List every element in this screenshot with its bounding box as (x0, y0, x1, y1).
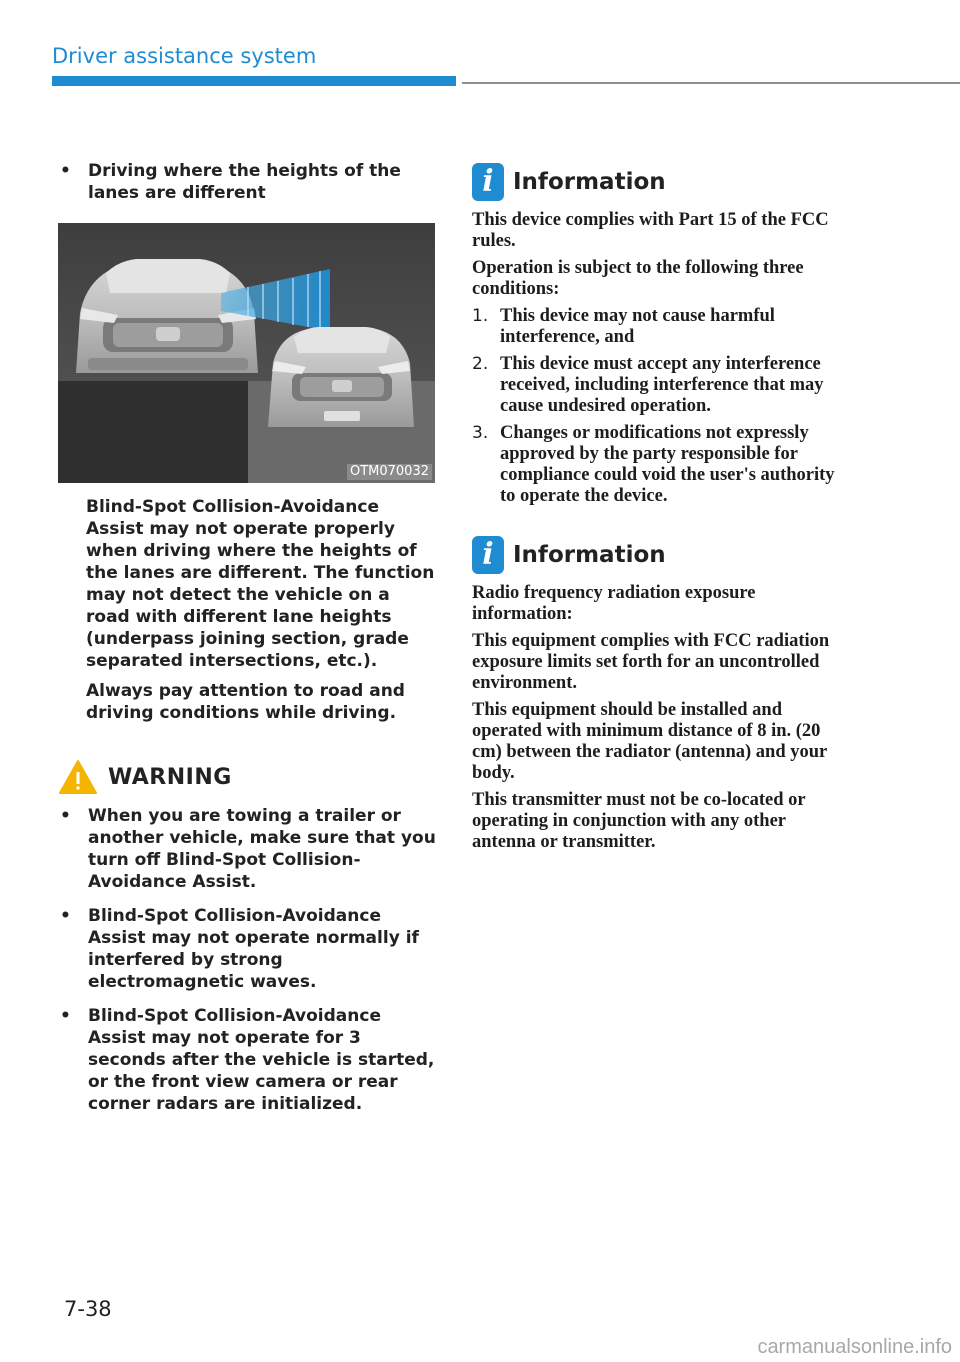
paragraph-attention: Always pay attention to road and driving conditions while driving. (86, 681, 405, 723)
information-heading (472, 160, 852, 204)
condition-number: 2. (472, 354, 489, 374)
warning-item (58, 905, 438, 993)
lower-car (268, 327, 414, 427)
upper-car (76, 259, 258, 373)
lane-height-illustration (58, 223, 435, 483)
warning-list (58, 805, 438, 1115)
information-block-2 (472, 533, 852, 853)
right-column (472, 160, 852, 853)
condition-text: This device must accept any interference received, including interference that may cause undesired operation. (500, 354, 824, 416)
watermark: carmanualsonline.info (757, 1336, 952, 1358)
condition-item (472, 354, 852, 417)
header-rule (462, 82, 960, 84)
bullet-icon: • (60, 161, 71, 181)
illustration-drawing (58, 223, 435, 483)
rf-exposure-colocation: This transmitter must not be co-located or operating in conjunction with any other antenna or transmitter. (472, 790, 806, 852)
condition-number: 3. (472, 423, 489, 443)
bullet-icon: • (60, 906, 71, 926)
rf-exposure-heading: Radio frequency radiation exposure information: (472, 583, 756, 624)
warning-item (58, 805, 438, 893)
bullet-heading (58, 160, 438, 204)
bullet-heading-text: Driving where the heights of the lanes are different (88, 161, 401, 203)
warning-item-text: Blind-Spot Collision-Avoidance Assist may not operate normally if interfered by strong electromagnetic waves. (88, 906, 419, 992)
condition-text: This device may not cause harmful interference, and (500, 306, 775, 347)
left-column (58, 160, 438, 1127)
condition-text: Changes or modifications not expressly approved by the party responsible for compliance could void the user's authority to operate the device. (500, 423, 835, 506)
section-title: Driver assistance system (52, 44, 317, 68)
bullet-icon: • (60, 806, 71, 826)
info-icon: i (472, 163, 504, 201)
rf-exposure-distance: This equipment should be installed and operated with minimum distance of 8 in. (20 cm) between the radiator (antenna) and your body. (472, 700, 827, 783)
page-number: 7-38 (64, 1297, 112, 1321)
warning-heading (58, 757, 438, 797)
condition-number: 1. (472, 306, 489, 326)
warning-item-text: Blind-Spot Collision-Avoidance Assist may not operate for 3 seconds after the vehicle is started, or the front view camera or rear corner radars are initialized. (88, 1006, 435, 1114)
condition-item (472, 306, 852, 348)
information-heading (472, 533, 852, 577)
fcc-part15-text: This device complies with Part 15 of the FCC rules. (472, 210, 829, 251)
warning-label: WARNING (108, 764, 232, 790)
rf-exposure-compliance: This equipment complies with FCC radiation exposure limits set forth for an uncontrolled environment. (472, 631, 830, 693)
condition-item (472, 423, 852, 507)
information-label: Information (513, 169, 666, 195)
warning-triangle-icon (58, 759, 98, 795)
paragraph-lane-heights: Blind-Spot Collision-Avoidance Assist may not operate properly when driving where the heights of the lanes are different. The function may not detect the vehicle on a road with different lane heights (underpass joining section, grade separated intersections, etc.). (86, 497, 435, 671)
header-accent-bar (52, 76, 456, 86)
information-label: Information (513, 542, 666, 568)
warning-item-text: When you are towing a trailer or another vehicle, make sure that you turn off Blind-Spot Collision-Avoidance Assist. (88, 806, 436, 892)
conditions-intro: Operation is subject to the following three conditions: (472, 258, 804, 299)
info-icon: i (472, 536, 504, 574)
bullet-icon: • (60, 1006, 71, 1026)
figure-code: OTM070032 (347, 464, 432, 480)
warning-item (58, 1005, 438, 1115)
